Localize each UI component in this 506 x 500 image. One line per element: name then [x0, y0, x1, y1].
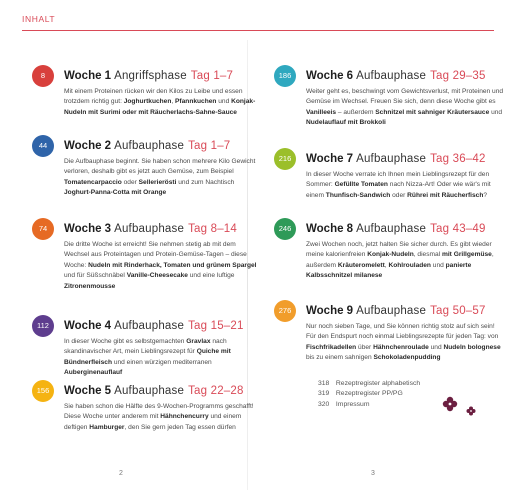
day-range: Tag 36–42	[430, 153, 486, 165]
highlighted-recipe: Sellerierösti	[138, 178, 177, 186]
entry-description: Die dritte Woche ist erreicht! Sie nehmen stetig ab mit dem Wechsel aus Proteintagen und Protein-Gemüse-Tagen – diese Woche: Nudeln mit Rinderhack, Tomaten und grünem Spargel und für Süßschnäbel Vanille-Cheesecake und eine luftige Zitronenmousse	[64, 241, 257, 290]
highlighted-recipe: Schnitzel mit sahniger Kräutersauce	[375, 108, 490, 116]
entry-title	[306, 153, 486, 165]
flower-icon	[466, 406, 476, 416]
day-range: Tag 43–49	[430, 223, 486, 235]
page-number-badge: 156	[32, 380, 54, 402]
appendix-page: 320	[318, 400, 330, 408]
phase-label: Aufbauphase	[114, 140, 185, 152]
highlighted-recipe: Konjak-Nudeln mit Surimi oder mit Räucherlachs-Sahne-Sauce	[64, 98, 256, 116]
highlighted-recipe: Pfannkuchen	[175, 98, 217, 106]
entry-title	[64, 70, 233, 82]
highlighted-recipe: Vanilleeis	[306, 108, 337, 116]
week-label: Woche 2	[64, 140, 112, 152]
flower-icon	[442, 396, 458, 412]
appendix-label: Rezeptregister alphabetisch	[335, 380, 421, 387]
highlighted-recipe: Rührei mit Räucherfisch	[407, 191, 484, 199]
highlighted-recipe: Tomatencarpaccio	[64, 178, 122, 186]
day-range: Tag 50–57	[430, 305, 486, 317]
page-number-left: 2	[119, 470, 123, 477]
entry-title	[64, 223, 237, 235]
week-label: Woche 4	[64, 320, 112, 332]
entry-description: In dieser Woche gibt es selbstgemachten Gravlax nach skandinavischer Art, mein Lieblingsrezept für Quiche mit Bündnerfleisch und einen würzigen mediterranen Auberginenauflauf	[64, 338, 231, 377]
entry-title	[306, 70, 486, 82]
highlighted-recipe: Konjak-Nudeln	[367, 251, 414, 259]
page-number-badge: 112	[32, 315, 54, 337]
entry-description: Die Aufbauphase beginnt. Sie haben schon mehrere Kilo Gewicht verloren, deshalb gibt es jetzt auch Gemüse, zum Beispiel Tomatencarpaccio oder Sellerierösti und zum Nachtisch Joghurt-Panna-Cotta mit Orange	[64, 158, 256, 197]
entry-description: Mit einem Proteinen rücken wir den Kilos zu Leibe und essen trotzdem richtig gut: Joghurtkuchen, Pfannkuchen und Konjak-Nudeln mit Surimi oder mit Räucherlachs-Sahne-Sauce	[64, 88, 256, 116]
highlighted-recipe: Nudelauflauf mit Brokkoli	[306, 119, 386, 127]
appendix-page: 318	[318, 380, 330, 387]
week-label: Woche 3	[64, 223, 112, 235]
day-range: Tag 29–35	[430, 70, 486, 82]
appendix-item[interactable]	[318, 379, 420, 389]
phase-label: Aufbauphase	[114, 320, 185, 332]
highlighted-recipe: Nudeln mit Rinderhack, Tomaten und grünem Spargel	[88, 261, 257, 269]
entry-title	[306, 223, 486, 235]
entry-description: Nur noch sieben Tage, und Sie können richtig stolz auf sich sein! Für den Endspurt noch einmal Lieblingsrezepte für jeden Tag: von Fischfrikadellen über Hähnchenroulade und Nudeln bolognese bis zu einem sahnigen Schokoladenpudding	[306, 323, 501, 362]
entry-title	[306, 305, 486, 317]
page-number-badge: 276	[274, 300, 296, 322]
week-label: Woche 1	[64, 70, 112, 82]
highlighted-recipe: Auberginenauflauf	[64, 369, 123, 377]
appendix-label: Rezeptregister PP/PG	[335, 390, 403, 398]
highlighted-recipe: Joghurtkuchen	[123, 98, 172, 106]
entry-title	[64, 385, 244, 397]
day-range: Tag 8–14	[188, 223, 237, 235]
highlighted-recipe: Hähnchencurry	[160, 413, 209, 421]
entry-description: Zwei Wochen noch, jetzt halten Sie sicher durch. Es gibt wieder meine kalorienfreien Konjak-Nudeln, diesmal mit Grillgemüse, außerdem Kräuteromelett, Kohlrouladen und panierte Kalbsschnitzel milanese	[306, 241, 494, 280]
page-number-badge: 186	[274, 65, 296, 87]
page-number-badge: 246	[274, 218, 296, 240]
highlighted-recipe: Hamburger	[89, 423, 125, 431]
page-number-badge: 216	[274, 148, 296, 170]
entry-description: Weiter geht es, beschwingt vom Gewichtsverlust, mit Proteinen und Gemüse im Wechsel. Freuen Sie sich, denn diese Woche gibt es Vanilleeis – außerdem Schnitzel mit sahniger Kräutersauce und Nudelauflauf mit Brokkoli	[306, 88, 504, 127]
entry-description: Sie haben schon die Hälfte des 9-Wochen-Programms geschafft! Diese Woche unter anderem mit Hähnchencurry und einem deftigen Hamburger, den Sie gern jeden Tag essen dürfen	[64, 403, 254, 431]
highlighted-recipe: Gefüllte Tomaten	[334, 181, 388, 189]
highlighted-recipe: mit Grillgemüse	[441, 251, 492, 259]
appendix-list	[318, 379, 420, 410]
week-label: Woche 7	[306, 153, 354, 165]
highlighted-recipe: Kohlrouladen	[388, 261, 431, 269]
header-divider	[22, 30, 494, 31]
phase-label: Aufbauphase	[356, 70, 427, 82]
day-range: Tag 1–7	[188, 140, 231, 152]
week-label: Woche 6	[306, 70, 354, 82]
day-range: Tag 1–7	[190, 70, 234, 82]
highlighted-recipe: Kräuteromelett	[337, 261, 385, 269]
highlighted-recipe: Nudeln bolognese	[443, 343, 501, 351]
highlighted-recipe: Gravlax	[186, 338, 211, 345]
highlighted-recipe: Zitronenmousse	[64, 282, 116, 290]
highlighted-recipe: Fischfrikadellen	[306, 343, 357, 351]
page-number-badge: 44	[32, 135, 54, 157]
entry-title	[64, 140, 230, 152]
appendix-label: Impressum	[335, 400, 370, 408]
phase-label: Aufbauphase	[356, 305, 427, 317]
appendix-item[interactable]	[318, 389, 420, 399]
highlighted-recipe: Hähnchenroulade	[373, 343, 429, 351]
page-number-right: 3	[371, 470, 375, 477]
highlighted-recipe: panierte Kalbsschnitzel milanese	[306, 261, 472, 280]
highlighted-recipe: Vanille-Cheesecake	[126, 272, 188, 280]
phase-label: Aufbauphase	[114, 385, 185, 397]
week-label: Woche 9	[306, 305, 354, 317]
phase-label: Aufbauphase	[114, 223, 185, 235]
day-range: Tag 15–21	[188, 320, 244, 332]
highlighted-recipe: Quiche mit Bündnerfleisch	[64, 348, 231, 366]
page-number-badge: 74	[32, 218, 54, 240]
page-number-badge: 8	[32, 65, 54, 87]
week-label: Woche 5	[64, 385, 112, 397]
week-label: Woche 8	[306, 223, 354, 235]
highlighted-recipe: Joghurt-Panna-Cotta mit Orange	[64, 189, 167, 197]
highlighted-recipe: Thunfisch-Sandwich	[325, 191, 391, 199]
day-range: Tag 22–28	[188, 385, 244, 397]
entry-description: In dieser Woche verrate ich Ihnen mein Lieblingsrezept für den Sommer: Gefüllte Tomaten nach Nizza-Art! Oder wie wär's mit einem Thunfisch-Sandwich oder Rührei mit Räucherfisch?	[306, 171, 491, 199]
entry-title	[64, 320, 244, 332]
appendix-page: 319	[318, 390, 330, 398]
phase-label: Angriffsphase	[114, 70, 187, 82]
phase-label: Aufbauphase	[356, 223, 427, 235]
section-heading: INHALT	[22, 14, 56, 24]
appendix-item[interactable]	[318, 400, 420, 410]
phase-label: Aufbauphase	[356, 153, 427, 165]
highlighted-recipe: Schokoladenpudding	[373, 354, 441, 362]
